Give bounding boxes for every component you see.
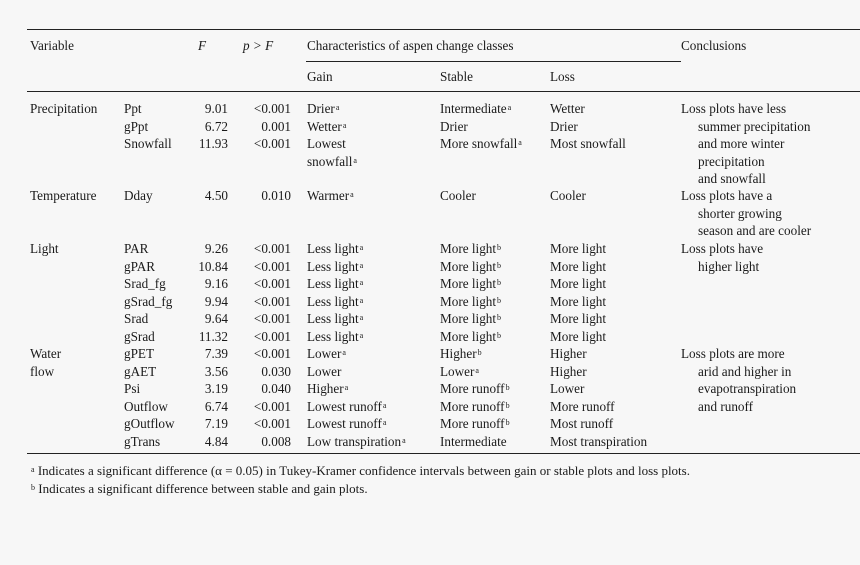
conclusion-line: season and are cooler [698,223,812,238]
variable-name: PAR [124,241,149,256]
header-conclusions: Conclusions [681,38,747,53]
significance-mark: b [497,295,502,305]
significance-mark: b [497,313,502,322]
conclusion-line: evapotranspiration [698,381,797,396]
p-value: <0.001 [253,328,291,344]
significance-mark: a [382,400,387,410]
f-value: 10.84 [198,258,228,274]
variable-name: gPET [124,346,155,361]
loss-value: Cooler [550,188,586,203]
stable-value: Drier [440,118,468,134]
p-value: <0.001 [253,241,291,256]
p-value: <0.001 [253,311,291,326]
stable-value: Cooler [440,188,476,203]
variable-name: gPpt [124,118,149,134]
significance-mark: a [507,103,512,112]
p-value: <0.001 [253,293,291,309]
variable-name: gSrad [124,328,155,344]
f-value: 11.32 [198,328,228,344]
p-value: <0.001 [253,416,291,431]
significance-mark: a [344,383,349,392]
significance-mark: a [350,190,354,199]
f-value: 3.56 [204,363,228,379]
group-name: Light [30,241,59,256]
group-name: Water [30,346,62,361]
p-value: 0.010 [261,188,291,203]
significance-mark: b [497,260,502,270]
f-value: 4.50 [204,188,228,203]
loss-value: More light [550,328,607,344]
p-value: 0.001 [261,118,291,134]
f-value: 7.19 [204,416,228,431]
gain-value: Wetter$^a$ [307,118,347,134]
header-f: F [198,38,207,53]
table-top-rule [27,29,860,30]
conclusion-line: Loss plots have [681,241,764,256]
loss-value: Most runoff [550,416,614,431]
f-value: 7.39 [204,346,228,361]
header-gain: Gain [307,69,333,84]
conclusion-line: precipitation [698,153,765,169]
stable-value: More light$^b$ [440,258,502,274]
conclusion-line: summer precipitation [698,118,811,134]
loss-value: Most snowfall [550,136,626,151]
significance-mark: b [497,278,502,287]
conclusion-line: higher light [698,258,760,274]
p-value: <0.001 [253,101,291,116]
variable-name: gOutflow [124,416,175,431]
significance-mark: a [359,295,364,305]
variable-name: Snowfall [124,136,172,151]
loss-value: Drier [550,118,578,134]
conclusion-line: Loss plots have less [681,101,787,116]
significance-mark: a [359,260,364,270]
stable-value: More snowfall$^a$ [440,136,522,151]
significance-mark: a [353,155,357,165]
p-value: <0.001 [253,276,291,291]
footnote [30,481,368,497]
significance-mark: a [475,365,479,375]
f-value: 6.72 [204,118,228,134]
conclusion-line: and runoff [698,398,754,414]
gain-value: Drier$^a$ [307,101,340,116]
loss-value: More light [550,258,607,274]
group-name: flow [30,363,55,379]
loss-value: More light [550,276,607,291]
gain-value: Higher$^a$ [307,381,349,396]
gain-value: Lower$^a$ [307,346,346,361]
header-stable: Stable [440,69,473,84]
p-value: 0.040 [261,381,291,396]
gain-value: Lowest [307,136,346,151]
stable-value: Lower$^a$ [440,363,479,379]
p-value: 0.030 [261,363,291,379]
stable-value: More light$^b$ [440,276,502,291]
significance-mark: b [497,243,502,252]
f-value: 9.26 [204,241,228,256]
stable-value: More light$^b$ [440,328,502,344]
characteristics-rule [306,61,681,62]
gain-value: Less light$^a$ [307,293,364,309]
significance-mark: b [505,383,510,392]
footnote-mark: b [31,483,35,492]
significance-mark: b [505,418,510,427]
gain-value-cont: snowfall$^a$ [307,153,357,169]
footnote-text: Indicates a significant difference between stable and gain plots. [35,481,368,496]
conclusion-line: shorter growing [698,205,782,221]
significance-mark: a [382,418,387,427]
stable-value: Intermediate [440,433,507,449]
p-value: <0.001 [253,346,291,361]
stable-value: Higher$^b$ [440,346,482,361]
significance-mark: a [402,435,406,445]
gain-value: Less light$^a$ [307,328,364,344]
header-loss: Loss [550,69,575,84]
conclusion-line: and more winter [698,136,785,151]
variable-name: Dday [124,188,153,203]
loss-value: Lower [550,381,585,396]
f-value: 9.64 [204,311,228,326]
variable-name: Srad [124,311,149,326]
gain-value: Lowest runoff$^a$ [307,398,387,414]
variable-name: Ppt [124,101,142,116]
f-value: 11.93 [198,136,228,151]
f-value: 3.19 [204,381,228,396]
stable-value: More light$^b$ [440,241,502,256]
gain-value: Lowest runoff$^a$ [307,416,387,431]
significance-mark: a [342,120,347,130]
gain-value: Less light$^a$ [307,276,364,291]
variable-name: Srad_fg [124,276,166,291]
loss-value: More runoff [550,398,615,414]
p-value: <0.001 [253,398,291,414]
group-name: Temperature [30,188,97,203]
conclusion-line: and snowfall [698,171,766,186]
loss-value: Most transpiration [550,433,648,449]
loss-value: More light [550,241,607,256]
gain-value: Less light$^a$ [307,311,364,326]
f-value: 4.84 [204,433,228,449]
p-value: <0.001 [253,258,291,274]
loss-value: More light [550,311,607,326]
f-value: 9.01 [204,101,228,116]
conclusion-line: arid and higher in [698,363,792,379]
gain-value: Lower [307,363,342,379]
p-value: 0.008 [261,433,291,449]
loss-value: More light [550,293,607,309]
footnote [30,463,690,479]
f-value: 9.16 [204,276,228,291]
gain-value: Less light$^a$ [307,241,364,256]
stable-value: Intermediate$^a$ [440,101,512,116]
table-bottom-rule [27,453,860,454]
header-bottom-rule [27,91,860,92]
significance-mark: b [497,330,502,340]
variable-name: gTrans [124,433,161,449]
gain-value: Low transpiration$^a$ [307,433,406,449]
variable-name: gAET [124,363,157,379]
significance-mark: a [359,330,364,340]
variable-name: gSrad_fg [124,293,173,309]
conclusion-line: Loss plots are more [681,346,785,361]
f-value: 9.94 [204,293,228,309]
significance-mark: b [477,348,482,357]
stable-value: More light$^b$ [440,311,502,326]
footnote-text: Indicates a significant difference (α = 0.05) in Tukey-Kramer confidence intervals between gain or stable plots and loss plots. [34,463,690,478]
significance-mark: a [359,313,364,322]
variable-name: Outflow [124,398,168,414]
variable-name: gPAR [124,258,156,274]
loss-value: Wetter [550,101,585,116]
stable-value: More runoff$^b$ [440,381,510,396]
group-name: Precipitation [30,101,98,116]
p-value: <0.001 [253,136,291,151]
stable-value: More runoff$^b$ [440,398,510,414]
stable-value: More runoff$^b$ [440,416,510,431]
significance-mark: a [359,243,364,252]
stable-value: More light$^b$ [440,293,502,309]
significance-mark: a [342,348,346,357]
loss-value: Higher [550,346,587,361]
significance-mark: a [359,278,364,287]
significance-mark: a [335,103,340,112]
conclusion-line: Loss plots have a [681,188,773,203]
significance-mark: b [505,400,510,410]
header-characteristics: Characteristics of aspen change classes [307,38,514,53]
header-p: p > F [243,38,274,53]
significance-mark: a [518,138,522,147]
loss-value: Higher [550,363,587,379]
gain-value: Less light$^a$ [307,258,364,274]
footnote-mark: a [31,465,35,474]
variable-name: Psi [124,381,141,396]
header-variable: Variable [30,38,74,53]
f-value: 6.74 [204,398,228,414]
gain-value: Warmer$^a$ [307,188,354,203]
